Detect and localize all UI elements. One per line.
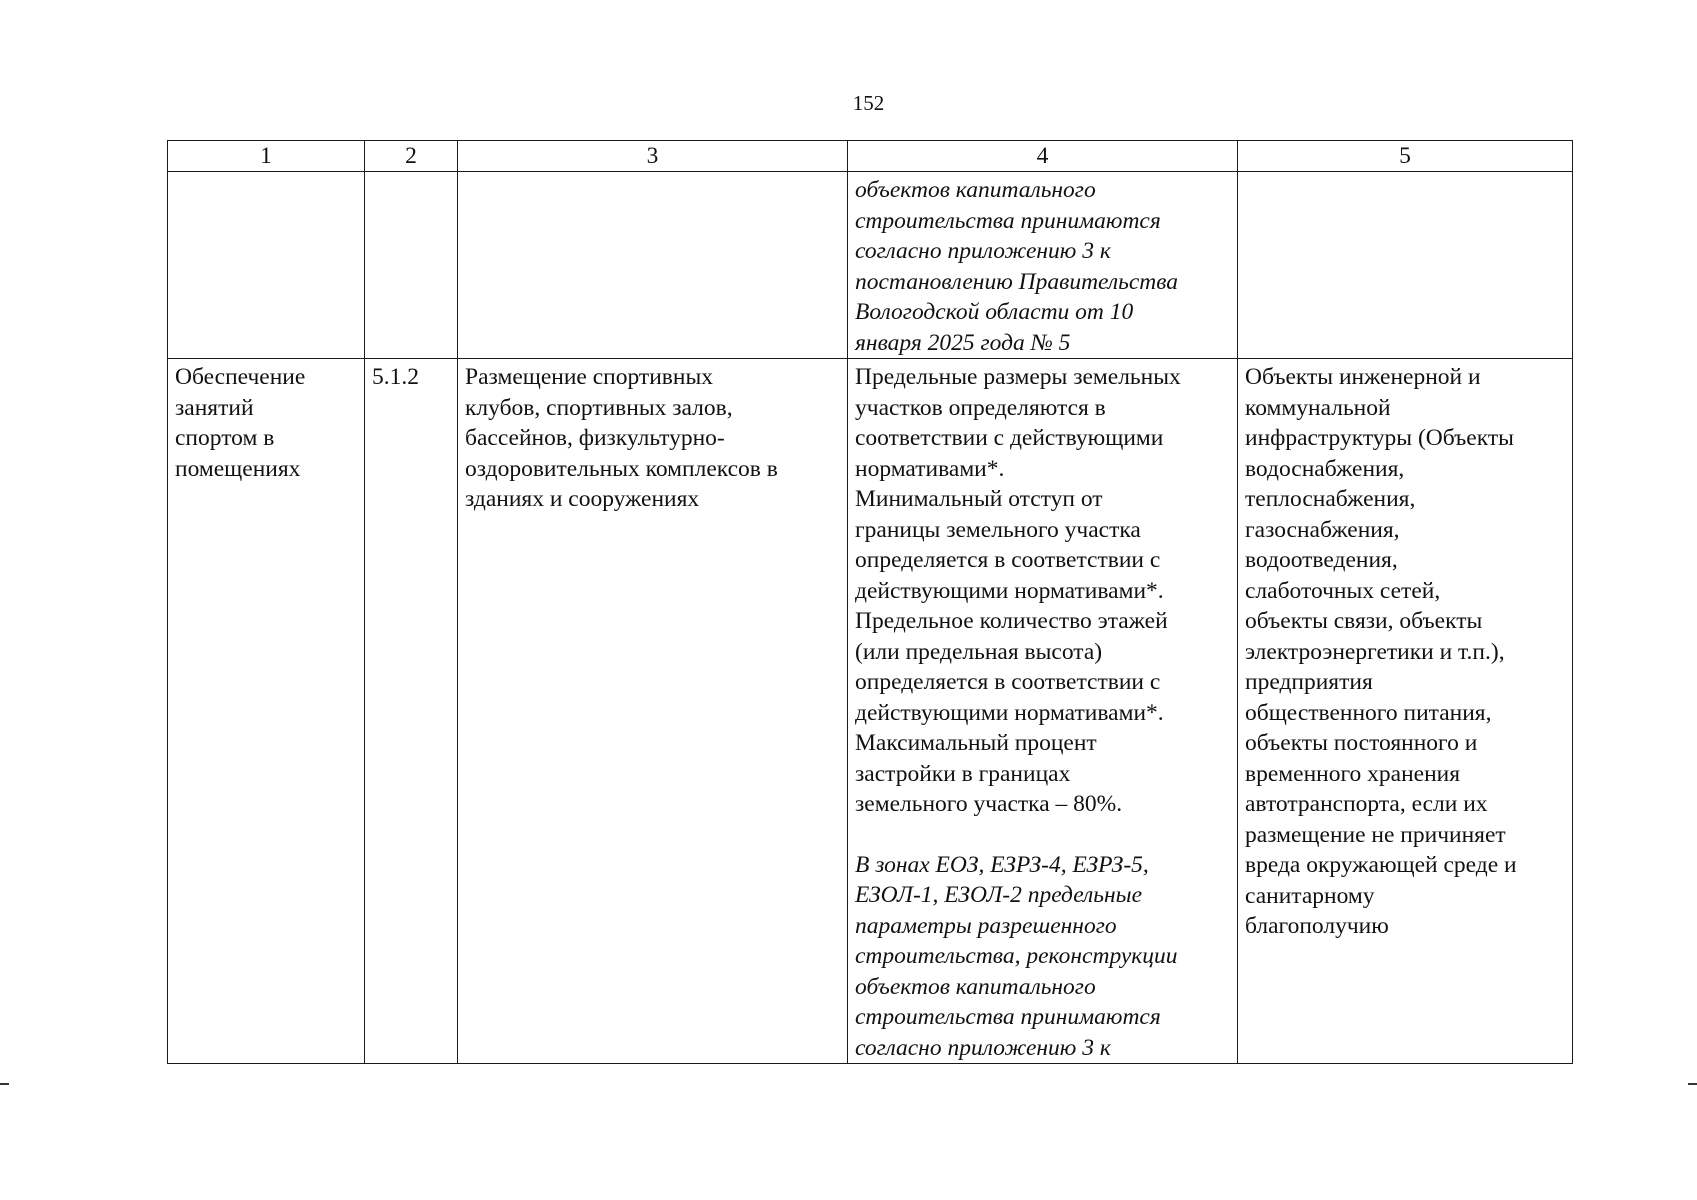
regulations-table bbox=[167, 140, 1573, 1064]
scan-edge-mark bbox=[0, 1083, 9, 1085]
text-line: коммунальной bbox=[1245, 394, 1391, 421]
text-line: газоснабжения, bbox=[1245, 516, 1400, 543]
text-line: слаботочных сетей, bbox=[1245, 577, 1441, 604]
text-line: действующими нормативами*. bbox=[855, 577, 1164, 604]
text-line: объекты постоянного и bbox=[1245, 730, 1478, 756]
text-line: нормативами*. bbox=[855, 455, 1005, 482]
text-line: зданиях и сооружениях bbox=[465, 486, 700, 512]
column-header: 1 bbox=[168, 141, 365, 172]
text-line: предприятия bbox=[1245, 669, 1373, 695]
text-line: спортом в bbox=[175, 425, 275, 451]
text-line: Предельные размеры земельных bbox=[855, 364, 1181, 390]
text-line: Размещение спортивных bbox=[465, 364, 713, 390]
auxiliary-uses-cell bbox=[1238, 359, 1573, 1064]
text-line: клубов, спортивных залов, bbox=[465, 394, 733, 421]
table-row-continuation bbox=[168, 172, 1573, 359]
continued-parameters-cell bbox=[848, 172, 1238, 359]
use-type-name-cell bbox=[168, 359, 365, 1064]
text-line: электроэнергетики и т.п.), bbox=[1245, 638, 1505, 665]
text-line: Максимальный процент bbox=[855, 730, 1097, 756]
text-line: инфраструктуры (Объекты bbox=[1245, 425, 1514, 451]
text-line: объекты связи, объекты bbox=[1245, 608, 1483, 634]
text-line: действующими нормативами*. bbox=[855, 699, 1164, 726]
text-line: соответствии с действующими bbox=[855, 425, 1164, 451]
text-line: согласно приложению 3 к bbox=[855, 1034, 1111, 1061]
text-line: застройки в границах bbox=[855, 760, 1071, 787]
column-header: 5 bbox=[1238, 141, 1573, 172]
text-line: Вологодской области от 10 bbox=[855, 299, 1134, 325]
text-line: земельного участка – 80%. bbox=[855, 791, 1123, 817]
text-line: общественного питания, bbox=[1245, 699, 1492, 726]
text-line: вреда окружающей среде и bbox=[1245, 852, 1517, 878]
text-line: января 2025 года № 5 bbox=[855, 329, 1071, 356]
text-line: санитарному bbox=[1245, 882, 1375, 909]
table-header-row bbox=[168, 141, 1573, 172]
scan-edge-mark bbox=[1688, 1083, 1697, 1085]
page-number: 152 bbox=[852, 91, 885, 115]
text-line: определяется в соответствии с bbox=[855, 669, 1161, 695]
text-line: параметры разрешенного bbox=[855, 912, 1117, 939]
column-header: 4 bbox=[848, 141, 1238, 172]
text-line: временного хранения bbox=[1245, 760, 1461, 787]
text-line: Предельное количество этажей bbox=[855, 608, 1168, 634]
text-line: объектов капитального bbox=[855, 973, 1096, 1000]
text-line: ЕЗОЛ-1, ЕЗОЛ-2 предельные bbox=[855, 882, 1143, 908]
text-line: строительства принимаются bbox=[855, 1004, 1161, 1030]
text-line: границы земельного участка bbox=[855, 516, 1141, 543]
table-cell bbox=[1238, 172, 1573, 359]
text-line: Минимальный отступ от bbox=[855, 486, 1103, 512]
text-line: теплоснабжения, bbox=[1245, 486, 1416, 512]
text-line: объектов капитального bbox=[855, 177, 1096, 203]
text-line: помещениях bbox=[175, 455, 301, 482]
table-row-sport bbox=[168, 359, 1573, 1064]
text-line: участков определяются в bbox=[855, 394, 1106, 421]
table-cell bbox=[458, 172, 848, 359]
text-line: постановлению Правительства bbox=[855, 268, 1179, 295]
text-line: благополучию bbox=[1245, 913, 1389, 939]
table-cell bbox=[365, 172, 458, 359]
column-header: 2 bbox=[365, 141, 458, 172]
text-line: размещение не причиняет bbox=[1245, 821, 1506, 848]
text-line: водоотведения, bbox=[1245, 547, 1398, 573]
text-line: В зонах ЕОЗ, ЕЗРЗ-4, ЕЗРЗ-5, bbox=[855, 851, 1149, 878]
table-cell bbox=[168, 172, 365, 359]
text-line: Обеспечение bbox=[175, 364, 306, 390]
use-type-code-cell: 5.1.2 bbox=[365, 359, 458, 1064]
text-line: согласно приложению 3 к bbox=[855, 238, 1111, 264]
text-line: строительства, реконструкции bbox=[855, 943, 1178, 969]
text-line: занятий bbox=[175, 394, 254, 421]
text-line: строительства принимаются bbox=[855, 207, 1161, 234]
text-line: (или предельная высота) bbox=[855, 638, 1103, 665]
text-line: определяется в соответствии с bbox=[855, 547, 1161, 573]
parameters-cell bbox=[848, 359, 1238, 1064]
column-header: 3 bbox=[458, 141, 848, 172]
text-line: оздоровительных комплексов в bbox=[465, 455, 778, 482]
paragraph-gap bbox=[855, 820, 1230, 850]
text-line: автотранспорта, если их bbox=[1245, 791, 1488, 817]
text-line: водоснабжения, bbox=[1245, 455, 1405, 482]
use-type-description-cell bbox=[458, 359, 848, 1064]
text-line: бассейнов, физкультурно- bbox=[465, 425, 725, 451]
text-line: Объекты инженерной и bbox=[1245, 364, 1481, 390]
